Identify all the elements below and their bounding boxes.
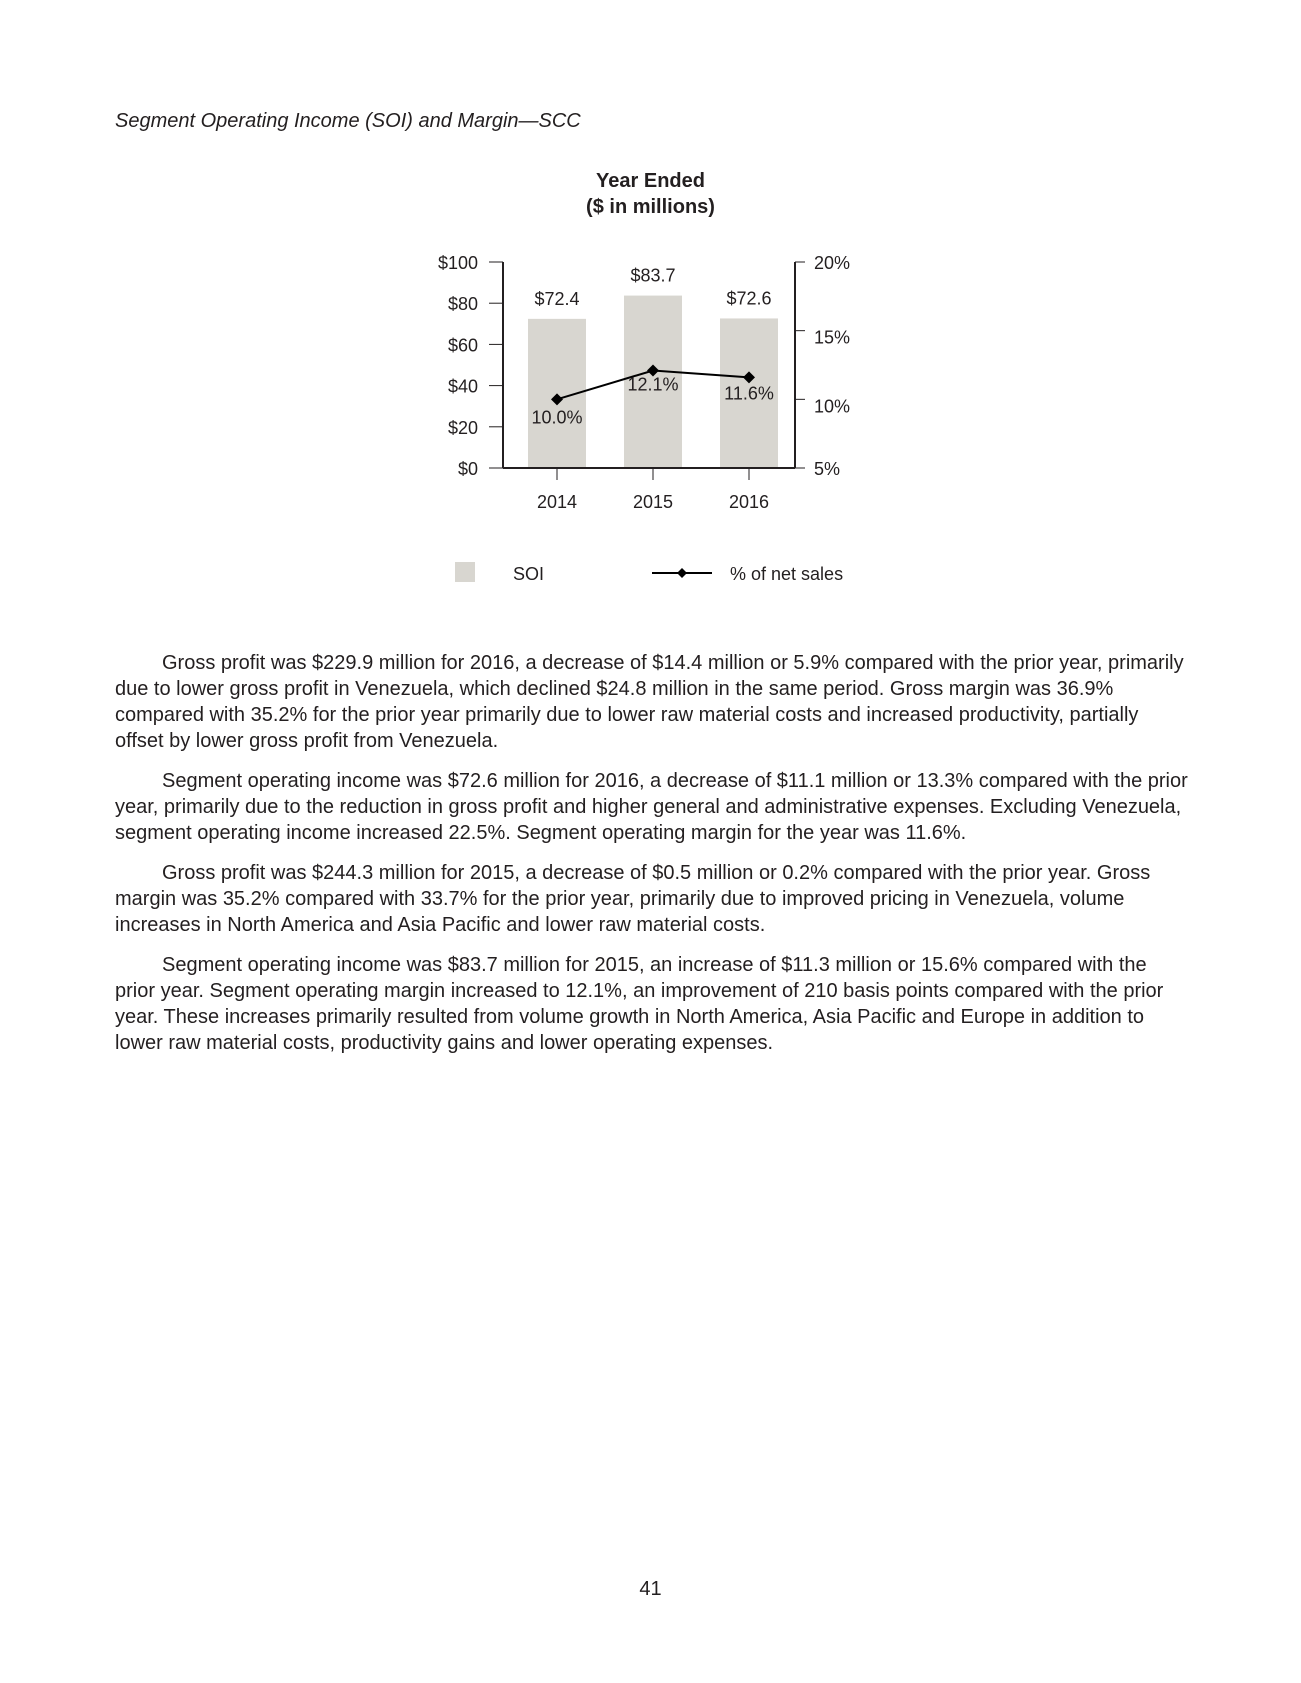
chart-title-line-1: Year Ended bbox=[596, 170, 705, 192]
right-axis-tick-label: 10% bbox=[814, 396, 851, 417]
soi-margin-chart bbox=[0, 0, 1301, 600]
paragraph: Segment operating income was $72.6 million for 2016, a decrease of $11.1 million or 13.3% compared with the prior year, primarily due to the reduction in gross profit and higher general and administrative expenses. Excluding Venezuela, segment operating income increased 22.5%. Segment operating margin for the year was 11.6%. bbox=[115, 770, 1188, 844]
soi-bar-label: $72.6 bbox=[726, 288, 772, 309]
left-axis-tick-label: $0 bbox=[457, 459, 478, 479]
section-title: Segment Operating Income (SOI) and Margin—SCC bbox=[115, 110, 581, 132]
paragraph: Gross profit was $244.3 million for 2015, a decrease of $0.5 million or 0.2% compared with the prior year. Gross margin was 35.2% compared with 33.7% for the prior year, primarily due to improved pricing in Venezuela, volume increases in North America and Asia Pacific and lower raw material costs. bbox=[115, 862, 1151, 936]
x-axis-tick-label: 2015 bbox=[632, 492, 674, 512]
paragraph: Gross profit was $229.9 million for 2016, a decrease of $14.4 million or 5.9% compared with the prior year, primarily due to lower gross profit in Venezuela, which declined $24.8 million in the same period. Gross margin was 36.9% compared with 35.2% for the prior year primarily due to lower raw material costs and increased productivity, partially offset by lower gross profit from Venezuela. bbox=[115, 652, 1184, 752]
legend-soi-swatch bbox=[455, 562, 475, 582]
body-text bbox=[115, 650, 1190, 1070]
left-axis-tick-label: $40 bbox=[447, 376, 478, 397]
left-axis-tick-label: $80 bbox=[447, 294, 478, 315]
paragraph: Segment operating income was $83.7 million for 2015, an increase of $11.3 million or 15.6% compared with the prior year. Segment operating margin increased to 12.1%, an improvement of 210 basis points compared with the prior year. These increases primarily resulted from volume growth in North America, Asia Pacific and Europe in addition to lower raw material costs, productivity gains and lower operating expenses. bbox=[115, 954, 1164, 1054]
soi-bar-label: $72.4 bbox=[534, 288, 580, 309]
soi-bar-label: $83.7 bbox=[630, 265, 676, 286]
margin-point-label: 10.0% bbox=[531, 407, 583, 428]
legend-margin-label: % of net sales bbox=[730, 564, 844, 584]
legend-margin-marker bbox=[677, 568, 687, 578]
x-axis-tick-label: 2014 bbox=[536, 492, 578, 512]
x-axis-tick-label: 2016 bbox=[728, 492, 770, 512]
right-axis-tick-label: 5% bbox=[814, 459, 841, 479]
legend-soi-label: SOI bbox=[513, 564, 545, 584]
margin-point-label: 11.6% bbox=[724, 383, 774, 404]
chart-title-line-2: ($ in millions) bbox=[586, 196, 715, 218]
right-axis-tick-label: 20% bbox=[814, 253, 851, 273]
page-number: 41 bbox=[639, 1578, 662, 1600]
left-axis-tick-label: $100 bbox=[437, 253, 478, 273]
left-axis-tick-label: $20 bbox=[447, 417, 478, 438]
margin-point-label: 12.1% bbox=[627, 374, 679, 395]
left-axis-tick-label: $60 bbox=[447, 335, 478, 356]
right-axis-tick-label: 15% bbox=[814, 327, 851, 348]
